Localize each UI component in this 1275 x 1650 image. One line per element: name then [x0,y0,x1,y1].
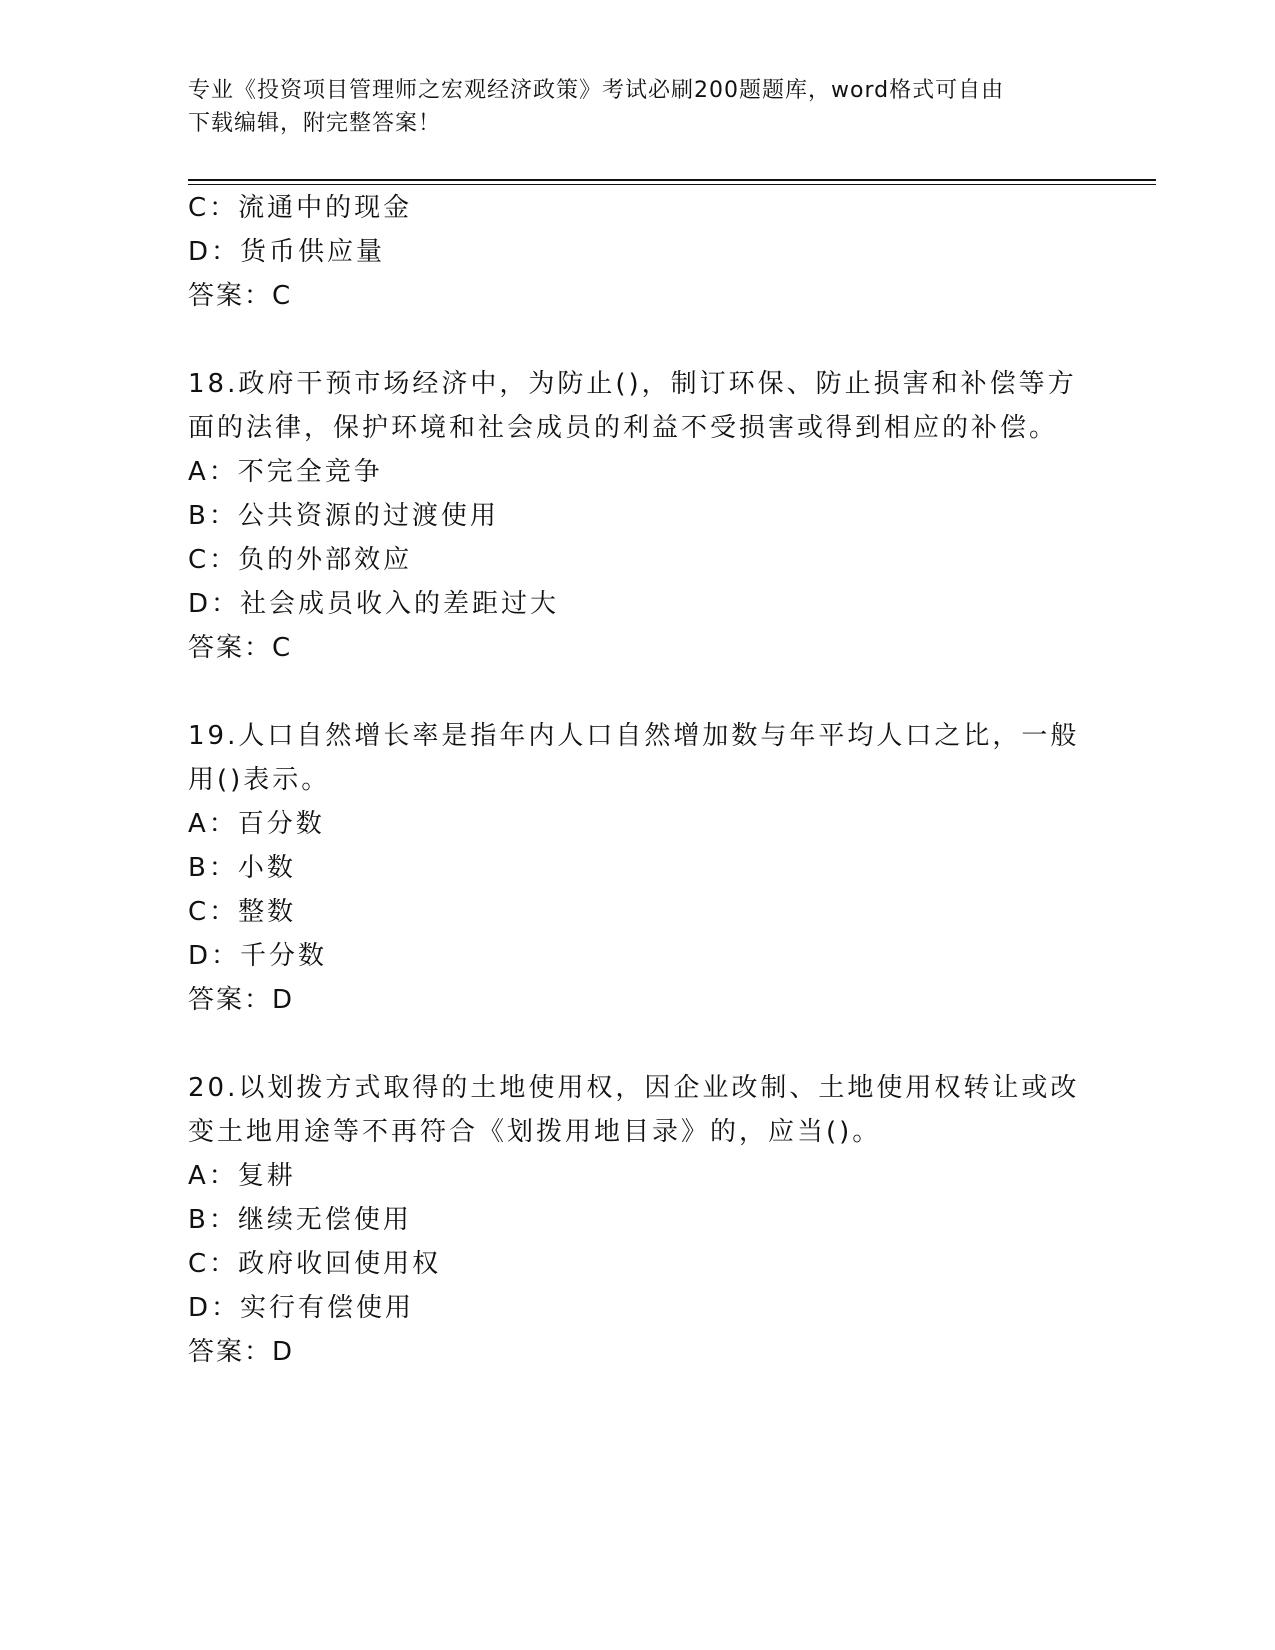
option-d: D：实行有偿使用 [188,1293,415,1323]
option-d: D：货币供应量 [188,237,386,267]
header-rule-thin [188,184,1156,185]
answer-text: 答案：D [188,985,295,1015]
header-line-2: 下载编辑，附完整答案！ [188,111,442,136]
option-c: C：政府收回使用权 [188,1249,442,1279]
option-d: D：社会成员收入的差距过大 [188,589,560,619]
option-b: B：公共资源的过渡使用 [188,501,499,531]
question-stem-line-2: 变土地用途等不再符合《划拨用地目录》的，应当()。 [188,1117,882,1147]
option-c: C：流通中的现金 [188,193,413,223]
question-stem-line-1: 18.政府干预市场经济中，为防止()，制订环保、防止损害和补偿等方 [188,369,1077,399]
option-a: A：不完全竞争 [188,457,383,487]
option-c: C：负的外部效应 [188,545,413,575]
option-b: B：小数 [188,853,296,883]
option-c: C：整数 [188,897,297,927]
question-stem-line-1: 20.以划拨方式取得的土地使用权，因企业改制、土地使用权转让或改 [188,1073,1080,1103]
header-rule-thick [188,179,1156,181]
question-stem-line-2: 用()表示。 [188,765,331,795]
option-d: D：千分数 [188,941,328,971]
question-stem-line-2: 面的法律，保护环境和社会成员的利益不受损害或得到相应的补偿。 [188,413,1059,443]
option-b: B：继续无偿使用 [188,1205,412,1235]
question-stem-line-1: 19.人口自然增长率是指年内人口自然增加数与年平均人口之比，一般 [188,721,1080,751]
answer-text: 答案：C [188,281,293,311]
option-a: A：复耕 [188,1161,296,1191]
option-a: A：百分数 [188,809,325,839]
answer-text: 答案：D [188,1337,295,1367]
answer-text: 答案：C [188,633,293,663]
header-line-1: 专业《投资项目管理师之宏观经济政策》考试必刷200题题库，word格式可自由 [188,78,1005,103]
document-header [188,74,1088,140]
